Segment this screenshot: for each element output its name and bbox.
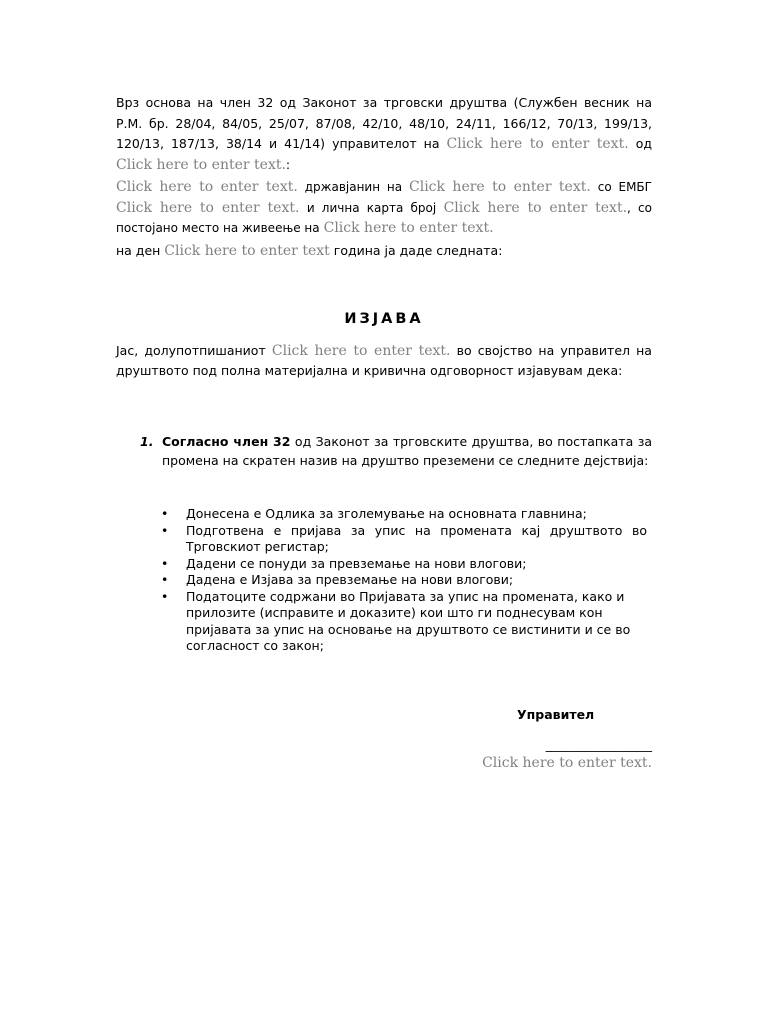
item-rest: од Законот за трговските друштва, во постапката за промена на скратен назив на друштво преземени се следните дејствија: (162, 434, 652, 468)
colon: : (285, 156, 291, 172)
id-card-text: и лична карта број (306, 200, 437, 215)
word-od: од (635, 136, 652, 151)
date-paragraph (116, 241, 652, 262)
on-day-text: на ден (116, 242, 161, 258)
placeholder-company-detail[interactable]: Click here to enter text. (116, 156, 286, 173)
placeholder-embg[interactable]: Click here to enter text. (116, 199, 300, 216)
list-item: • Дадена е Изјава за превземање на нови влогови; (161, 572, 514, 587)
signature-label: Управител (517, 707, 595, 722)
numbered-item-1 (116, 432, 652, 470)
bullet-icon: • (161, 555, 169, 571)
citizen-of-text: државјанин на (304, 180, 403, 194)
placeholder-id-card[interactable]: Click here to enter text. (443, 199, 628, 216)
declaration-prefix: Јас, долупотпишаниот (116, 343, 266, 358)
identity-paragraph (116, 177, 652, 239)
signature-line: _________________ (545, 737, 652, 752)
declaration-paragraph (116, 341, 652, 380)
placeholder-person-name[interactable]: Click here to enter text. (116, 179, 298, 195)
bullet-icon: • (161, 588, 169, 604)
list-item: • Подготвена е пријава за упис на промената кај друштвото во Трговскиот регистар; (161, 522, 647, 554)
gave-following-text: година ја даде следната: (333, 242, 503, 258)
declaration-suffix: во својство на управител на друштвото под полна материјална и кривична одговорност изјавувам дека: (116, 343, 652, 378)
list-item: • Податоците содржани во Пријавата за упис на промената, како и прилозите (исправите и доказите) кои што ги поднесувам кон пријавата за упис на основање на друштвото се вистинити и се во согласност со закон; (161, 588, 631, 653)
document-title: ИЗЈАВА (344, 311, 424, 327)
bullet-icon: • (161, 522, 169, 538)
placeholder-company-name[interactable]: Click here to enter text. (446, 136, 629, 152)
bullet-icon: • (161, 506, 169, 521)
item-bold-part: Согласно член 32 (162, 434, 291, 449)
placeholder-residence[interactable]: Click here to enter text. (323, 220, 494, 236)
placeholder-declarant[interactable]: Click here to enter text. (271, 343, 451, 359)
residence-text: , со постојано место на живеење на (116, 200, 652, 235)
list-item: • Дадени се понуди за превземање на нови влогови; (161, 555, 527, 571)
actions-list (116, 506, 652, 655)
list-item: • Донесена е Одлика за зголемување на основната главнина; (161, 506, 587, 521)
placeholder-date[interactable]: Click here to enter text (164, 242, 330, 259)
bullet-icon: • (161, 572, 169, 587)
intro-paragraph (116, 93, 652, 175)
placeholder-citizenship[interactable]: Click here to enter text. (409, 179, 591, 195)
intro-legal-basis: Врз основа на член 32 од Законот за трговски друштва (Службен весник на Р.М. бр. 28/04, 84/05, 25/07, 87/08, 42/10, 48/10, 24/11, 166/12, 70/13, 199/13, 120/13, 187/13, 38/14 и 41/14) управителот на (116, 95, 652, 151)
item-number: 1. (140, 434, 154, 449)
embg-text: со ЕМБГ (597, 180, 652, 194)
placeholder-signatory[interactable]: Click here to enter text. (482, 755, 652, 771)
document-body (116, 93, 652, 655)
